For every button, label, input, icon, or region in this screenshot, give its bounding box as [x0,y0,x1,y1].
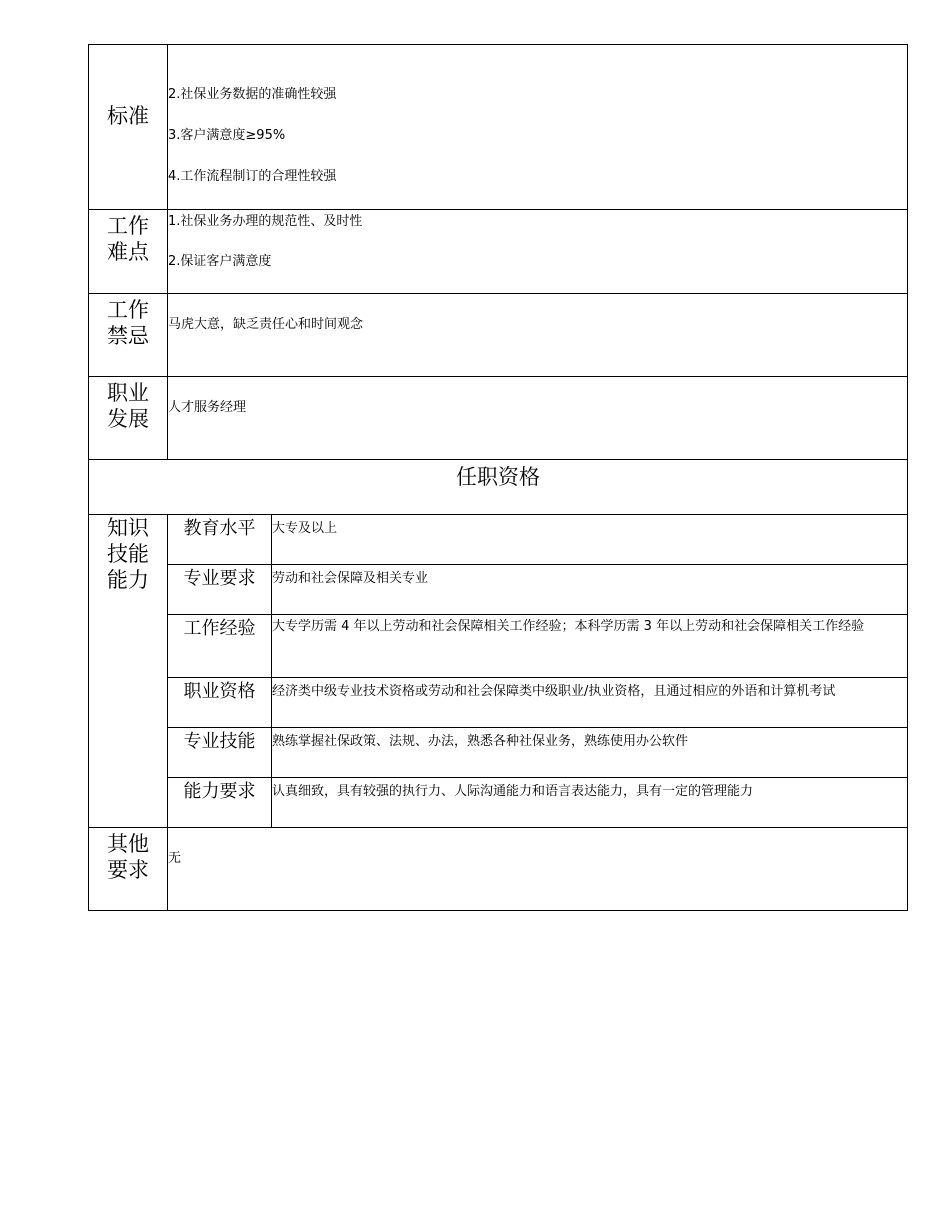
difficulty-item: 2.保证客户满意度 [168,254,272,269]
certification-label: 职业资格 [168,678,272,728]
career-row [89,377,908,460]
other-label-line: 要求 [107,858,149,882]
other-label [89,828,168,911]
other-label-line: 其他 [107,832,149,856]
qualification-row [89,778,908,828]
qualification-row [89,728,908,778]
standard-item: 2.社保业务数据的准确性较强 [168,87,337,102]
knowledge-skill-ability-label [89,515,168,828]
difficulty-label-line: 难点 [107,240,149,264]
job-description-table [88,44,908,911]
standard-item: 4.工作流程制订的合理性较强 [168,169,337,184]
major-label: 专业要求 [168,565,272,615]
standard-label: 标准 [89,45,168,210]
difficulty-content [168,210,908,294]
standard-item: 3.客户满意度≥95% [168,128,286,143]
other-content: 无 [168,828,908,911]
group-label-line: 技能 [107,542,149,566]
qualification-row [89,565,908,615]
group-label-line: 能力 [107,568,149,592]
taboo-row [89,294,908,377]
qualification-title: 任职资格 [89,460,908,515]
career-label-line: 职业 [107,381,149,405]
taboo-label-line: 工作 [107,298,149,322]
experience-label: 工作经验 [168,615,272,678]
standard-content [168,45,908,210]
qualification-row [89,615,908,678]
career-content: 人才服务经理 [168,377,908,460]
experience-value: 大专学历需 4 年以上劳动和社会保障相关工作经验；本科学历需 3 年以上劳动和社会保障相关工作经验 [272,615,908,678]
taboo-label [89,294,168,377]
ability-value: 认真细致，具有较强的执行力、人际沟通能力和语言表达能力，具有一定的管理能力 [272,778,908,828]
difficulty-label [89,210,168,294]
other-row [89,828,908,911]
qualification-header-row [89,460,908,515]
difficulty-item: 1.社保业务办理的规范性、及时性 [168,214,363,229]
difficulty-label-line: 工作 [107,214,149,238]
qualification-row [89,678,908,728]
career-label-line: 发展 [107,407,149,431]
taboo-label-line: 禁忌 [107,324,149,348]
taboo-content: 马虎大意，缺乏责任心和时间观念 [168,294,908,377]
difficulty-row [89,210,908,294]
skills-label: 专业技能 [168,728,272,778]
group-label-line: 知识 [107,516,149,540]
career-label [89,377,168,460]
standard-row [89,45,908,210]
qualification-row [89,515,908,565]
skills-value: 熟练掌握社保政策、法规、办法，熟悉各种社保业务，熟练使用办公软件 [272,728,908,778]
ability-label: 能力要求 [168,778,272,828]
certification-value: 经济类中级专业技术资格或劳动和社会保障类中级职业/执业资格，且通过相应的外语和计算机考试 [272,678,908,728]
education-label: 教育水平 [168,515,272,565]
major-value: 劳动和社会保障及相关专业 [272,565,908,615]
education-value: 大专及以上 [272,515,908,565]
